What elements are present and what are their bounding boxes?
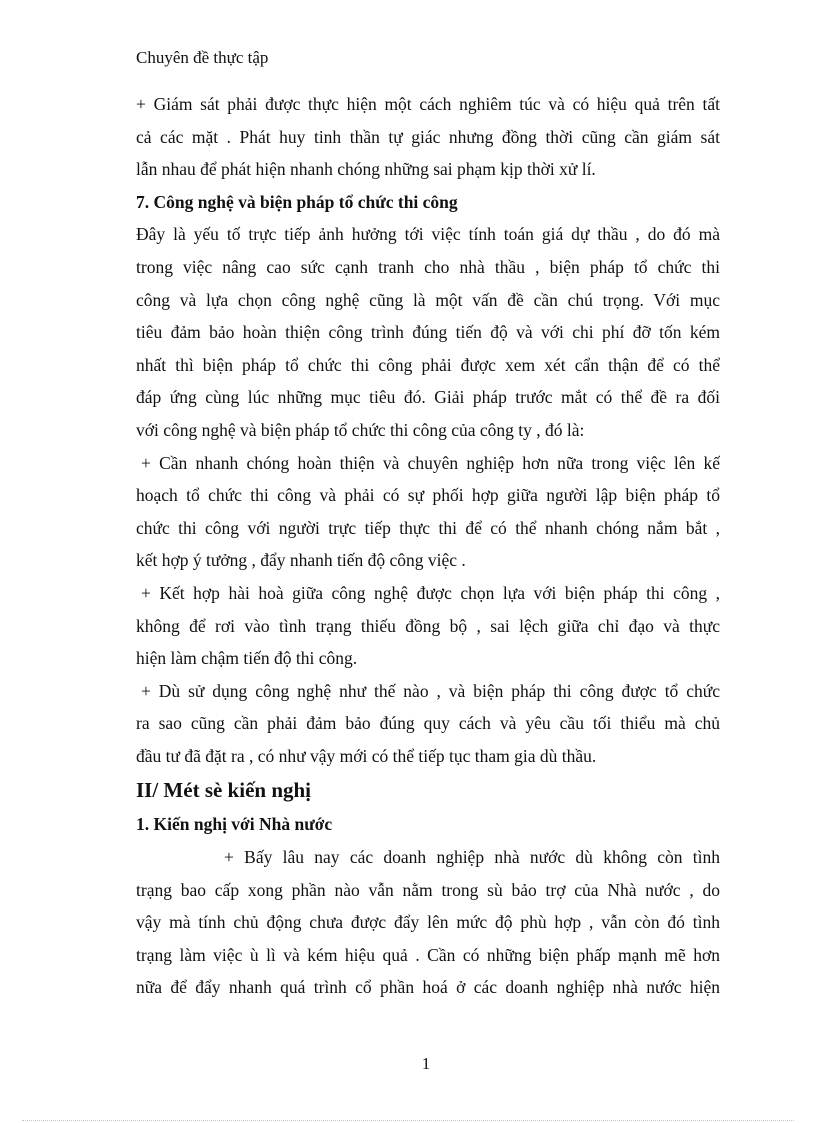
bullet-line: + Dù sử dụng công nghệ như thế nào , và biện pháp thi công được tổ chức (141, 680, 720, 701)
paragraph-line: hiện làm chậm tiến độ thi công. (136, 648, 358, 669)
paragraph-line: trạng bao cấp xong phần nào vẫn nằm trong sù bảo trợ của Nhà nước , do (136, 879, 720, 900)
paragraph-line: trạng làm việc ù lì và kém hiệu quả . Cần có những biện phấp mạnh mẽ hơn (136, 944, 720, 965)
paragraph-line: không để rơi vào tình trạng thiếu đồng bộ , sai lệch giữa chỉ đạo và thực (136, 615, 720, 636)
paragraph-line: nhất thì biện pháp tổ chức thi công phải được xem xét cẩn thận để có thể (136, 354, 720, 375)
paragraph-line: đáp ứng cùng lúc những mục tiêu đó. Giải pháp trước mắt có thể đề ra đối (136, 387, 720, 408)
page-bottom-divider (22, 1120, 794, 1121)
paragraph-line: công và lựa chọn công nghệ cũng là một vấn đề cần chú trọng. Với mục (136, 289, 720, 310)
paragraph-line: ra sao cũng cần phải đảm bảo đúng quy cách và yêu cầu tối thiểu mà chủ (136, 713, 720, 734)
paragraph-line: hoạch tổ chức thi công và phải có sự phối hợp giữa người lập biện pháp tổ (136, 485, 720, 506)
section-heading-7: 7. Công nghệ và biện pháp tổ chức thi công (136, 191, 458, 212)
paragraph-line: tiêu đảm bảo hoàn thiện công trình đúng tiến độ và với chi phí đỡ tốn kém (136, 322, 720, 343)
paragraph-line: cả các mặt . Phát huy tinh thần tự giác nhưng đồng thời cũng cần giám sát (136, 126, 720, 147)
paragraph-line: vậy mà tính chủ động chưa được đẩy lên mức độ phù hợp , vẫn còn đó tình (136, 912, 720, 933)
paragraph-line: với công nghệ và biện pháp tổ chức thi công của công ty , đó là: (136, 419, 585, 440)
paragraph-line: lẫn nhau để phát hiện nhanh chóng những sai phạm kịp thời xử lí. (136, 159, 596, 180)
bullet-line: + Bấy lâu nay các doanh nghiệp nhà nước dù không còn tình (224, 847, 720, 868)
paragraph-line: nữa để đẩy nhanh quá trình cổ phần hoá ở các doanh nghiệp nhà nước hiện (136, 977, 720, 998)
document-body (136, 88, 720, 1004)
bullet-line: + Kết hợp hài hoà giữa công nghệ được chọn lựa với biện pháp thi công , (141, 582, 720, 603)
subsection-heading-1: 1. Kiến nghị với Nhà nước (136, 814, 333, 835)
paragraph-line: kết hợp ý tưởng , đẩy nhanh tiến độ công việc . (136, 550, 466, 571)
bullet-line: + Cần nhanh chóng hoàn thiện và chuyên nghiệp hơn nữa trong việc lên kế (141, 452, 720, 473)
paragraph-line: đầu tư đã đặt ra , có như vậy mới có thể tiếp tục tham gia dù thầu. (136, 745, 597, 766)
paragraph-line: trong việc nâng cao sức cạnh tranh cho nhà thầu , biện pháp tổ chức thi (136, 256, 720, 277)
paragraph-line: chức thi công với người trực tiếp thực thi để có thể nhanh chóng nắm bắt , (136, 517, 720, 538)
page-number: 1 (421, 1054, 431, 1073)
section-heading-ii: II/ Mét sè kiến nghị (136, 778, 312, 803)
paragraph-line: + Giám sát phải được thực hiện một cách nghiêm túc và có hiệu quả trên tất (136, 94, 720, 114)
paragraph-line: Đây là yếu tố trực tiếp ảnh hưởng tới việc tính toán giá dự thầu , do đó mà (136, 224, 720, 245)
page-header: Chuyên đề thực tập (136, 48, 269, 67)
